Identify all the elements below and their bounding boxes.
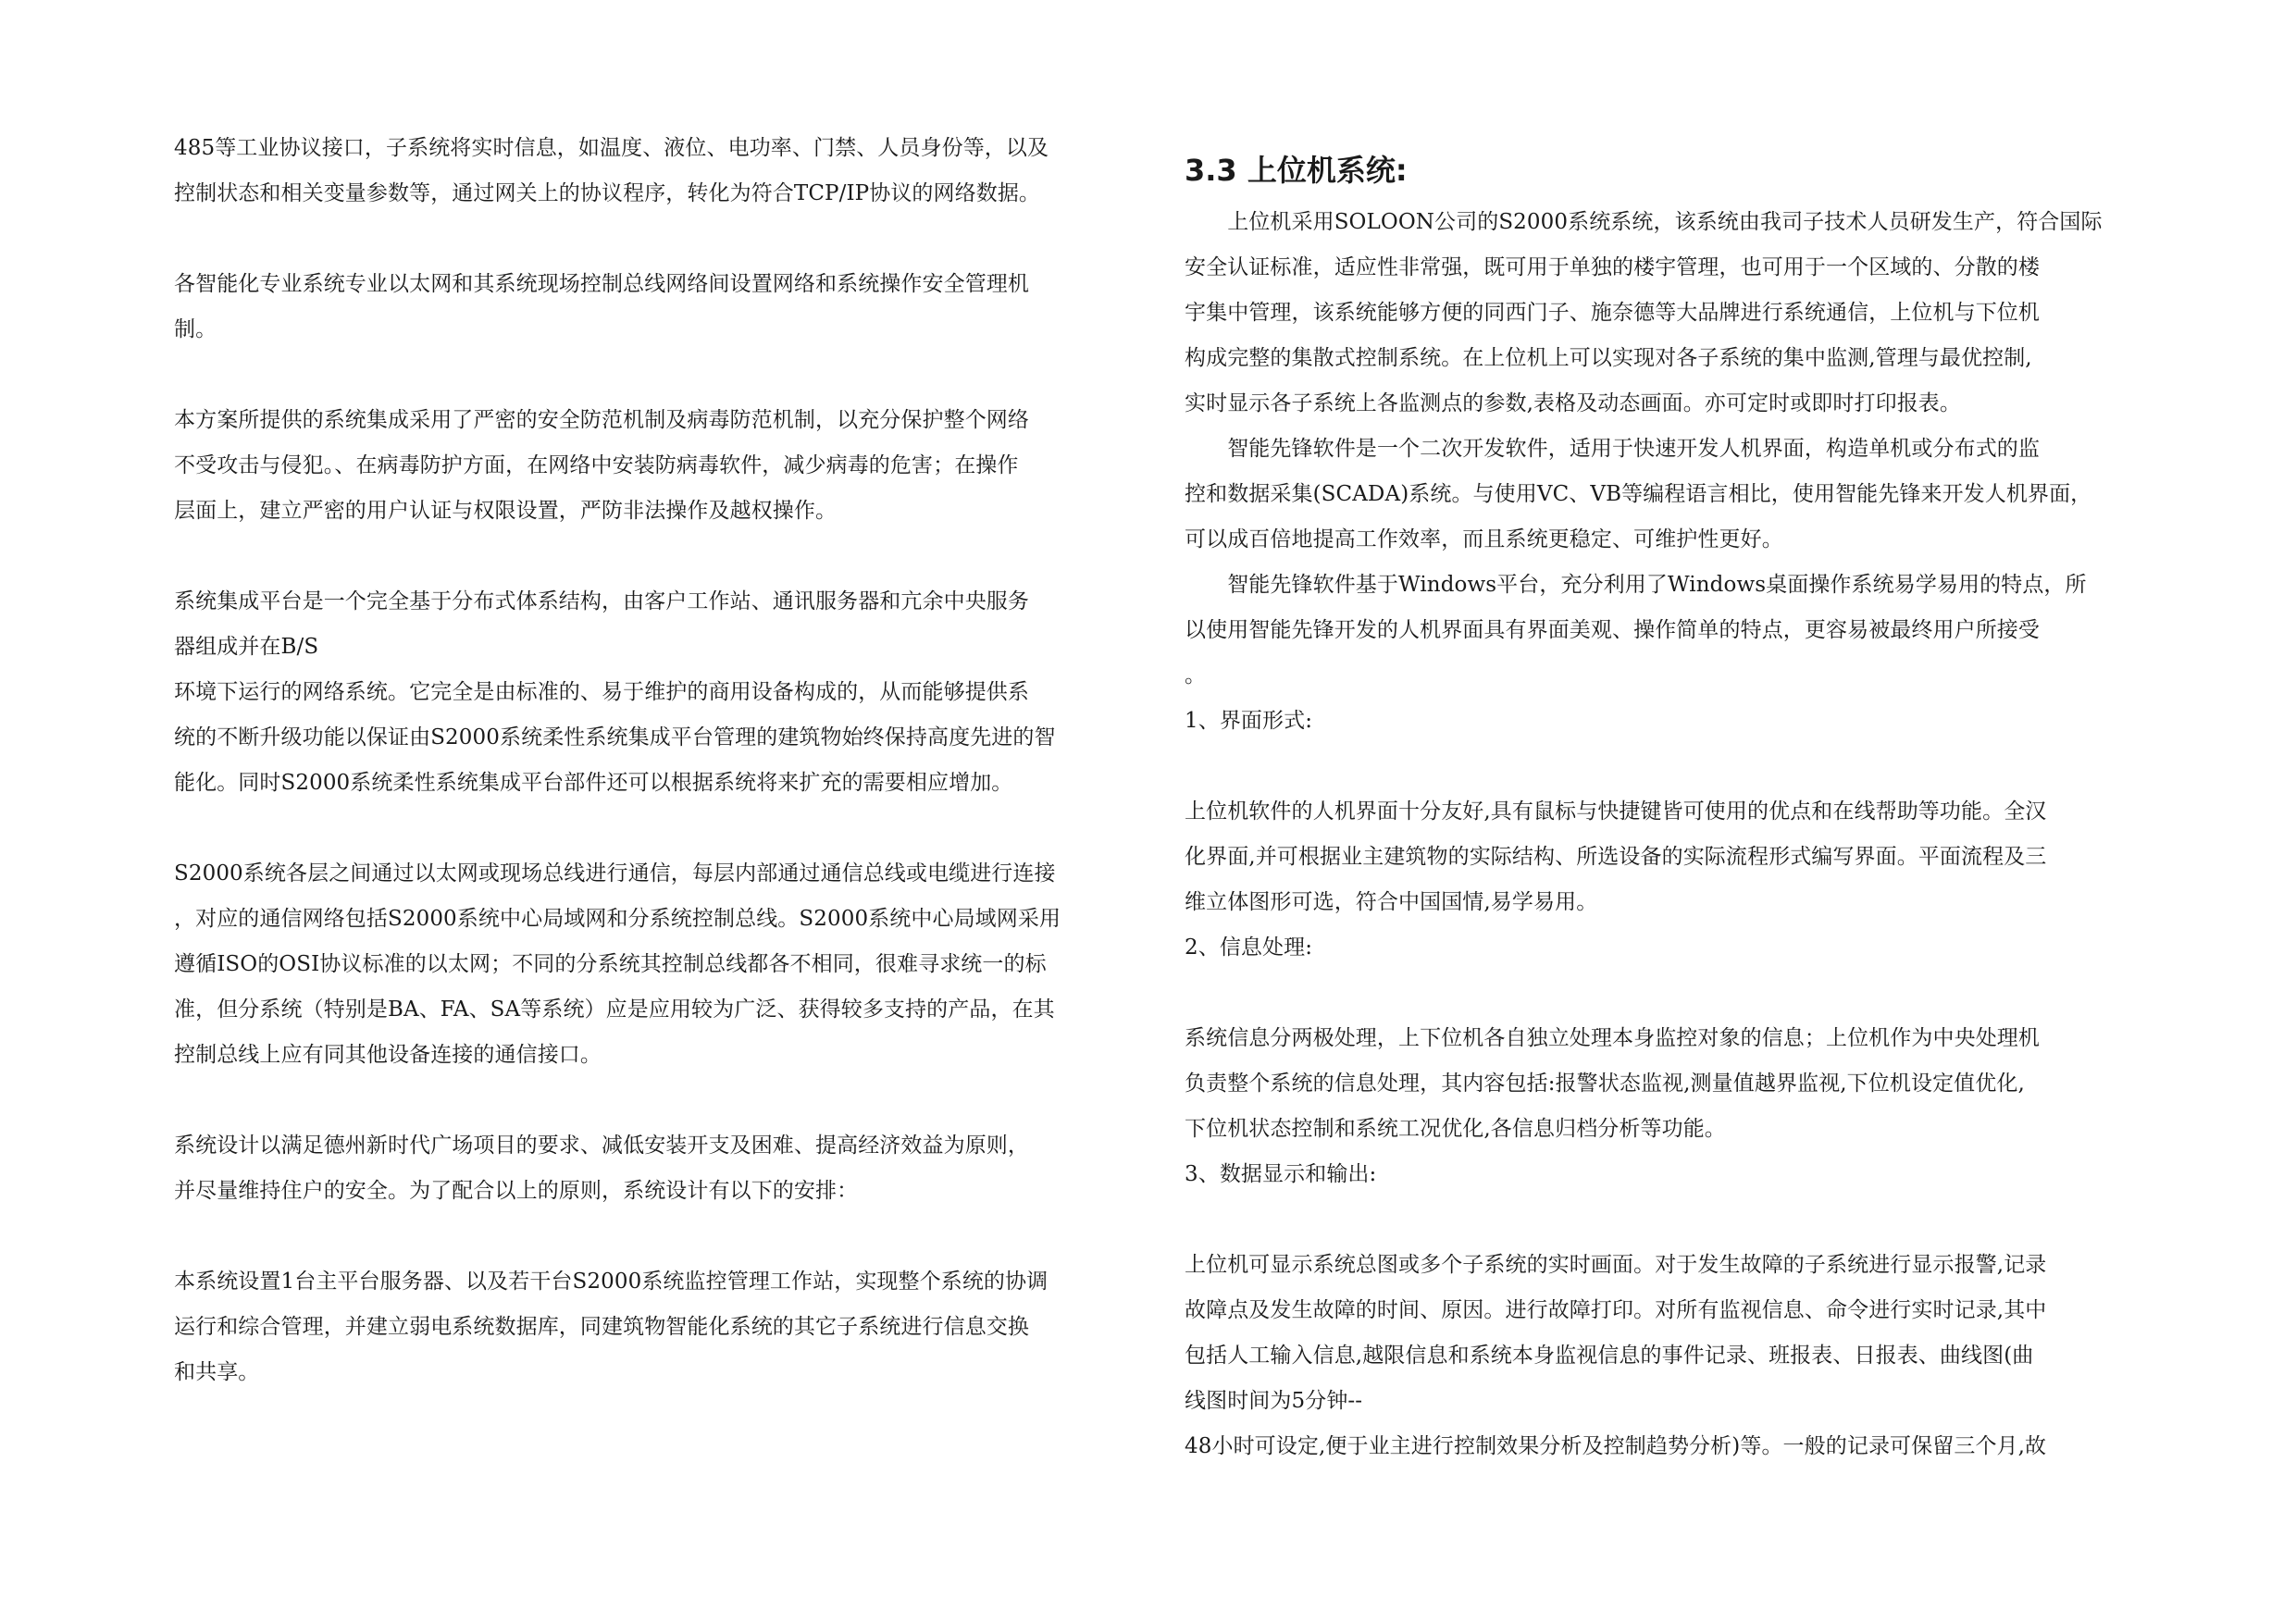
text-line: 并尽量维持住户的安全。为了配合以上的原则，系统设计有以下的安排：	[174, 1179, 859, 1203]
text-line: 控和数据采集(SCADA)系统。与使用VC、VB等编程语言相比，使用智能先锋来开发人机界面，	[1185, 482, 2092, 506]
text-line: 可以成百倍地提高工作效率，而且系统更稳定、可维护性更好。	[1185, 527, 1783, 551]
left-column	[174, 137, 1118, 1406]
text-line: 宇集中管理，该系统能够方便的同西门子、施奈德等大品牌进行系统通信，上位机与下位机	[1185, 301, 2040, 325]
right-column-body	[1185, 211, 2125, 1481]
text-line: 智能先锋软件基于Windows平台，充分利用了Windows桌面操作系统易学易用的特点，所	[1185, 573, 2087, 597]
paragraph-gap	[174, 1089, 1118, 1134]
text-line: 实时显示各子系统上各监测点的参数,表格及动态画面。亦可定时或即时打印报表。	[1185, 391, 1962, 415]
text-line: 遵循ISO的OSI协议标准的以太网；不同的分系统其控制总线都各不相同，很难寻求统一的标	[174, 952, 1047, 976]
text-line: 制。	[174, 317, 217, 341]
text-line: 48小时可设定,便于业主进行控制效果分析及控制趋势分析)等。一般的记录可保留三个月,故	[1185, 1434, 2047, 1458]
text-line: 环境下运行的网络系统。它完全是由标准的、易于维护的商用设备构成的，从而能够提供系	[174, 680, 1029, 704]
text-line: 构成完整的集散式控制系统。在上位机上可以实现对各子系统的集中监测,管理与最优控制,	[1185, 346, 2032, 370]
text-line: 系统集成平台是一个完全基于分布式体系结构，由客户工作站、通讯服务器和亢余中央服务	[174, 589, 1029, 613]
text-line: 统的不断升级功能以保证由S2000系统柔性系统集成平台管理的建筑物始终保持高度先进的智	[174, 725, 1056, 750]
text-line: 。	[1185, 663, 1207, 688]
right-column	[1185, 137, 2125, 1481]
text-line: 本方案所提供的系统集成采用了严密的安全防范机制及病毒防范机制，以充分保护整个网络	[174, 408, 1029, 432]
text-line: 能化。同时S2000系统柔性系统集成平台部件还可以根据系统将来扩充的需要相应增加。	[174, 771, 1013, 795]
text-line: 控制状态和相关变量参数等，通过网关上的协议程序，转化为符合TCP/IP协议的网络数据。	[174, 181, 1041, 205]
text-line: 1、界面形式:	[1185, 709, 1313, 733]
text-line: 485等工业协议接口，子系统将实时信息，如温度、液位、电功率、门禁、人员身份等，以及	[174, 136, 1049, 160]
text-line: 3、数据显示和输出:	[1185, 1162, 1377, 1186]
text-line: 安全认证标准，适应性非常强，既可用于单独的楼宇管理，也可用于一个区域的、分散的楼	[1185, 255, 2040, 279]
section-heading: 3.3 上位机系统:	[1185, 153, 1408, 188]
text-line: 上位机可显示系统总图或多个子系统的实时画面。对于发生故障的子系统进行显示报警,记录	[1185, 1253, 2047, 1277]
paragraph-gap	[1185, 755, 2125, 800]
text-line: 以使用智能先锋开发的人机界面具有界面美观、操作简单的特点，更容易被最终用户所接受	[1185, 618, 2040, 642]
paragraph-gap	[1185, 1208, 2125, 1254]
text-line: 2、信息处理:	[1185, 935, 1313, 960]
text-line: 线图时间为5分钟--	[1185, 1389, 1363, 1413]
paragraph-gap	[1185, 982, 2125, 1027]
text-line: ，对应的通信网络包括S2000系统中心局域网和分系统控制总线。S2000系统中心局域网采用	[174, 907, 1061, 931]
text-line: 和共享。	[174, 1360, 260, 1384]
paragraph-gap	[174, 1225, 1118, 1270]
text-line: 控制总线上应有同其他设备连接的通信接口。	[174, 1043, 602, 1067]
text-line: 维立体图形可选，符合中国国情,易学易用。	[1185, 890, 1598, 914]
text-line: 化界面,并可根据业主建筑物的实际结构、所选设备的实际流程形式编写界面。平面流程及三	[1185, 845, 2047, 869]
paragraph-gap	[174, 228, 1118, 273]
text-line: 上位机采用SOLOON公司的S2000系统系统，该系统由我司子技术人员研发生产，符合国际	[1185, 210, 2103, 234]
text-line: 系统设计以满足德州新时代广场项目的要求、减低安装开支及困难、提高经济效益为原则，	[174, 1134, 1029, 1158]
text-line: 层面上，建立严密的用户认证与权限设置，严防非法操作及越权操作。	[174, 499, 838, 523]
text-line: S2000系统各层之间通过以太网或现场总线进行通信，每层内部通过通信总线或电缆进行连接	[174, 861, 1056, 886]
text-line: 各智能化专业系统专业以太网和其系统现场控制总线网络间设置网络和系统操作安全管理机	[174, 272, 1029, 296]
text-line: 下位机状态控制和系统工况优化,各信息归档分析等功能。	[1185, 1117, 1726, 1141]
paragraph-gap	[174, 817, 1118, 862]
text-line: 上位机软件的人机界面十分友好,具有鼠标与快捷键皆可使用的优点和在线帮助等功能。全汉	[1185, 799, 2047, 824]
text-line: 准，但分系统（特别是BA、FA、SA等系统）应是应用较为广泛、获得较多支持的产品，在其	[174, 997, 1055, 1022]
text-line: 器组成并在B/S	[174, 635, 319, 659]
text-line: 包括人工输入信息,越限信息和系统本身监视信息的事件记录、班报表、日报表、曲线图(曲	[1185, 1344, 2034, 1368]
text-line: 智能先锋软件是一个二次开发软件，适用于快速开发人机界面，构造单机或分布式的监	[1185, 437, 2040, 461]
paragraph-gap	[174, 545, 1118, 590]
text-line: 系统信息分两极处理，上下位机各自独立处理本身监控对象的信息；上位机作为中央处理机	[1185, 1026, 2040, 1050]
paragraph-gap	[174, 364, 1118, 409]
text-line: 运行和综合管理，并建立弱电系统数据库，同建筑物智能化系统的其它子系统进行信息交换	[174, 1315, 1029, 1339]
text-line: 故障点及发生故障的时间、原因。进行故障打印。对所有监视信息、命令进行实时记录,其中	[1185, 1298, 2047, 1322]
text-line: 负责整个系统的信息处理，其内容包括:报警状态监视,测量值越界监视,下位机设定值优化,	[1185, 1072, 2025, 1096]
text-line: 本系统设置1台主平台服务器、以及若干台S2000系统监控管理工作站，实现整个系统的协调	[174, 1270, 1049, 1294]
text-line: 不受攻击与侵犯。、在病毒防护方面，在网络中安装防病毒软件，减少病毒的危害；在操作	[174, 453, 1019, 477]
